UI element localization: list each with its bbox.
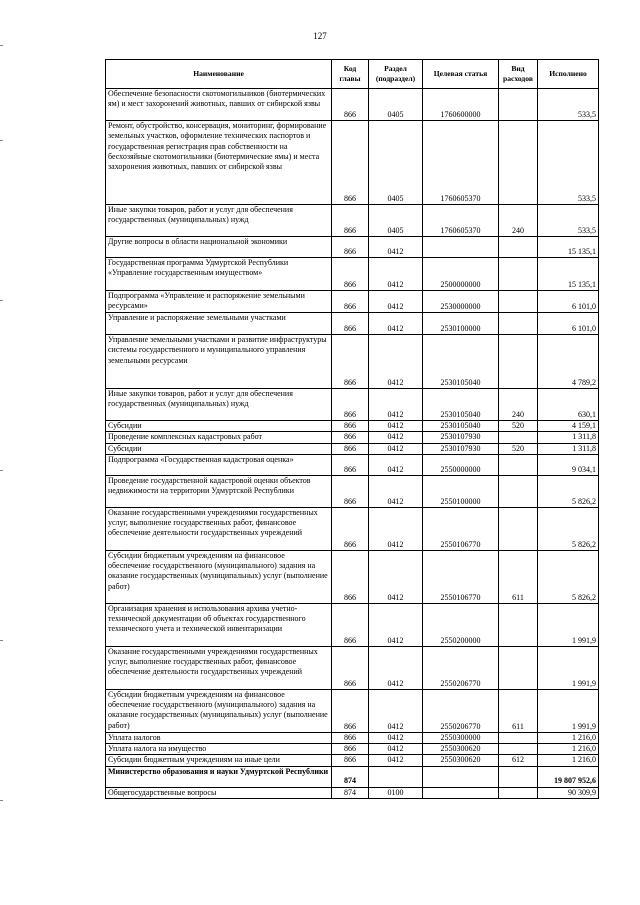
row-chapter-cell: 866 [332, 646, 369, 689]
row-section-cell: 0412 [369, 603, 423, 646]
row-executed-cell: 533,5 [538, 205, 599, 237]
row-name-cell: Уплата налога на имущество [106, 744, 332, 755]
row-section-cell: 0412 [369, 744, 423, 755]
row-target-article-cell: 1760600000 [423, 89, 499, 121]
table-row [106, 689, 599, 732]
row-expense-type-cell [499, 744, 538, 755]
row-expense-type-cell: 611 [499, 550, 538, 603]
row-name-cell: Субсидии [106, 443, 332, 454]
row-target-article-cell: 2550206770 [423, 689, 499, 732]
header-executed: Исполнено [538, 60, 599, 89]
table-row [106, 475, 599, 507]
row-executed-cell: 1 991,9 [538, 603, 599, 646]
row-target-article-cell [423, 787, 499, 798]
row-chapter-cell: 866 [332, 454, 369, 475]
header-expense-type: Вид расходов [499, 60, 538, 89]
table-row [106, 550, 599, 603]
row-chapter-cell: 866 [332, 432, 369, 443]
table-row [106, 121, 599, 205]
table-row [106, 744, 599, 755]
row-chapter-cell: 866 [332, 89, 369, 121]
row-section-cell: 0412 [369, 258, 423, 291]
row-name-cell: Субсидии бюджетным учреждениям на финансовое обеспечение государственного (муниципального) задания на оказание государственных (муниципальных) услуг (выполнение работ) [106, 689, 332, 732]
row-name-cell: Подпрограмма «Государственная кадастровая оценка» [106, 454, 332, 475]
row-chapter-cell: 866 [332, 443, 369, 454]
table-row [106, 205, 599, 237]
row-expense-type-cell [499, 291, 538, 313]
row-expense-type-cell [499, 507, 538, 550]
row-executed-cell: 6 101,0 [538, 313, 599, 335]
row-section-cell: 0412 [369, 646, 423, 689]
row-chapter-cell: 866 [332, 421, 369, 432]
row-section-cell: 0412 [369, 475, 423, 507]
row-name-cell: Подпрограмма «Управление и распоряжение земельными ресурсами» [106, 291, 332, 313]
row-chapter-cell: 866 [332, 121, 369, 205]
row-chapter-cell: 866 [332, 258, 369, 291]
row-name-cell: Обеспечение безопасности скотомогильников (биотермических ям) и мест захоронений животных, павших от сибирской язвы [106, 89, 332, 121]
row-expense-type-cell: 240 [499, 205, 538, 237]
row-expense-type-cell [499, 603, 538, 646]
table-row [106, 291, 599, 313]
budget-table-body [106, 89, 599, 799]
row-section-cell: 0412 [369, 335, 423, 389]
row-chapter-cell: 866 [332, 507, 369, 550]
table-row [106, 432, 599, 443]
row-expense-type-cell: 612 [499, 755, 538, 766]
row-name-cell: Оказание государственными учреждениями государственных услуг, выполнение государственных работ, финансовое обеспечение деятельности государственных учреждений [106, 507, 332, 550]
table-row [106, 603, 599, 646]
row-section-cell [369, 766, 423, 787]
row-section-cell: 0412 [369, 313, 423, 335]
row-executed-cell: 15 135,1 [538, 237, 599, 258]
row-chapter-cell: 866 [332, 205, 369, 237]
row-section-cell: 0412 [369, 421, 423, 432]
row-target-article-cell: 2550206770 [423, 646, 499, 689]
row-executed-cell: 1 991,9 [538, 646, 599, 689]
row-expense-type-cell: 520 [499, 421, 538, 432]
row-target-article-cell [423, 237, 499, 258]
row-chapter-cell: 874 [332, 766, 369, 787]
row-executed-cell: 5 826,2 [538, 550, 599, 603]
row-executed-cell: 6 101,0 [538, 291, 599, 313]
row-chapter-cell: 866 [332, 389, 369, 421]
row-section-cell: 0412 [369, 432, 423, 443]
row-chapter-cell: 866 [332, 475, 369, 507]
row-section-cell: 0412 [369, 443, 423, 454]
row-target-article-cell [423, 766, 499, 787]
row-target-article-cell: 2550300620 [423, 744, 499, 755]
row-section-cell: 0412 [369, 755, 423, 766]
row-target-article-cell: 2550000000 [423, 454, 499, 475]
row-target-article-cell: 2530105040 [423, 389, 499, 421]
row-chapter-cell: 866 [332, 550, 369, 603]
row-executed-cell: 5 826,2 [538, 507, 599, 550]
row-expense-type-cell [499, 475, 538, 507]
row-expense-type-cell: 611 [499, 689, 538, 732]
row-expense-type-cell [499, 787, 538, 798]
table-row [106, 766, 599, 787]
row-executed-cell: 1 216,0 [538, 732, 599, 743]
row-executed-cell: 15 135,1 [538, 258, 599, 291]
row-target-article-cell: 2550200000 [423, 603, 499, 646]
row-target-article-cell: 2530107930 [423, 443, 499, 454]
row-executed-cell: 4 159,1 [538, 421, 599, 432]
row-executed-cell: 1 216,0 [538, 755, 599, 766]
row-expense-type-cell [499, 313, 538, 335]
row-name-cell: Государственная программа Удмуртской Республики «Управление государственным имуществом» [106, 258, 332, 291]
row-name-cell: Иные закупки товаров, работ и услуг для обеспечения государственных (муниципальных) нужд [106, 205, 332, 237]
table-header-row [106, 60, 599, 89]
row-chapter-cell: 874 [332, 787, 369, 798]
row-chapter-cell: 866 [332, 603, 369, 646]
row-name-cell: Ремонт, обустройство, консервация, мониторинг, формирование земельных участков, оформление технических паспортов и государственная регистрация прав собственности на бесхозяйные скотомогильники (биотермические ямы) и места захоронения животных, павших от сибирской язвы [106, 121, 332, 205]
row-target-article-cell: 2530105040 [423, 335, 499, 389]
row-name-cell: Общегосударственные вопросы [106, 787, 332, 798]
row-expense-type-cell: 520 [499, 443, 538, 454]
row-section-cell: 0412 [369, 550, 423, 603]
row-executed-cell: 5 826,2 [538, 475, 599, 507]
row-section-cell: 0412 [369, 732, 423, 743]
row-expense-type-cell [499, 335, 538, 389]
row-expense-type-cell [499, 732, 538, 743]
row-name-cell: Субсидии бюджетным учреждениям на иные цели [106, 755, 332, 766]
row-name-cell: Управление земельными участками и развитие инфраструктуры системы государственного и муниципального управления земельными ресурсами [106, 335, 332, 389]
row-executed-cell: 4 789,2 [538, 335, 599, 389]
row-expense-type-cell: 240 [499, 389, 538, 421]
header-name: Наименование [106, 60, 332, 89]
row-chapter-cell: 866 [332, 291, 369, 313]
row-chapter-cell: 866 [332, 744, 369, 755]
row-expense-type-cell [499, 646, 538, 689]
row-target-article-cell: 2530105040 [423, 421, 499, 432]
row-name-cell: Оказание государственными учреждениями государственных услуг, выполнение государственных работ, финансовое обеспечение деятельности государственных учреждений [106, 646, 332, 689]
table-row [106, 443, 599, 454]
row-target-article-cell: 2530100000 [423, 313, 499, 335]
table-row [106, 732, 599, 743]
row-name-cell: Управление и распоряжение земельными участками [106, 313, 332, 335]
table-row [106, 258, 599, 291]
row-executed-cell: 1 216,0 [538, 744, 599, 755]
table-row [106, 389, 599, 421]
header-section: Раздел (подраздел) [369, 60, 423, 89]
row-executed-cell: 1 311,8 [538, 443, 599, 454]
row-target-article-cell: 2530000000 [423, 291, 499, 313]
row-target-article-cell: 1760605370 [423, 121, 499, 205]
budget-table [105, 59, 599, 799]
row-name-cell: Министерство образования и науки Удмуртской Республики [106, 766, 332, 787]
table-row [106, 313, 599, 335]
row-name-cell: Проведение комплексных кадастровых работ [106, 432, 332, 443]
row-executed-cell: 1 991,9 [538, 689, 599, 732]
row-expense-type-cell [499, 432, 538, 443]
row-target-article-cell: 2550300620 [423, 755, 499, 766]
row-target-article-cell: 2550100000 [423, 475, 499, 507]
table-row [106, 335, 599, 389]
row-section-cell: 0412 [369, 291, 423, 313]
row-chapter-cell: 866 [332, 755, 369, 766]
row-name-cell: Проведение государственной кадастровой оценки объектов недвижимости на территории Удмуртской Республики [106, 475, 332, 507]
row-executed-cell: 533,5 [538, 89, 599, 121]
row-target-article-cell: 2550106770 [423, 550, 499, 603]
row-executed-cell: 1 311,8 [538, 432, 599, 443]
row-chapter-cell: 866 [332, 313, 369, 335]
row-expense-type-cell [499, 89, 538, 121]
row-section-cell: 0412 [369, 237, 423, 258]
row-expense-type-cell [499, 454, 538, 475]
row-chapter-cell: 866 [332, 335, 369, 389]
scan-edge-marks [0, 0, 6, 905]
row-name-cell: Другие вопросы в области национальной экономики [106, 237, 332, 258]
row-expense-type-cell [499, 258, 538, 291]
row-section-cell: 0412 [369, 389, 423, 421]
page-number: 127 [313, 31, 327, 41]
row-executed-cell: 533,5 [538, 121, 599, 205]
table-row [106, 755, 599, 766]
row-name-cell: Уплата налогов [106, 732, 332, 743]
row-chapter-cell: 866 [332, 732, 369, 743]
table-row [106, 454, 599, 475]
row-chapter-cell: 866 [332, 237, 369, 258]
header-chapter-code: Код главы [332, 60, 369, 89]
table-row [106, 787, 599, 798]
row-target-article-cell: 2550106770 [423, 507, 499, 550]
row-name-cell: Субсидии [106, 421, 332, 432]
row-target-article-cell: 2530107930 [423, 432, 499, 443]
row-executed-cell: 630,1 [538, 389, 599, 421]
row-name-cell: Иные закупки товаров, работ и услуг для обеспечения государственных (муниципальных) нужд [106, 389, 332, 421]
row-chapter-cell: 866 [332, 689, 369, 732]
table-row [106, 646, 599, 689]
row-expense-type-cell [499, 766, 538, 787]
row-section-cell: 0412 [369, 454, 423, 475]
row-executed-cell: 90 309,9 [538, 787, 599, 798]
row-section-cell: 0412 [369, 507, 423, 550]
table-row [106, 237, 599, 258]
row-section-cell: 0100 [369, 787, 423, 798]
table-row [106, 89, 599, 121]
row-section-cell: 0405 [369, 121, 423, 205]
table-row [106, 507, 599, 550]
table-row [106, 421, 599, 432]
row-expense-type-cell [499, 237, 538, 258]
row-target-article-cell: 2500000000 [423, 258, 499, 291]
row-name-cell: Организация хранения и использования архива учетно-технической документации об объектах государственного технического учета и технической инвентаризации [106, 603, 332, 646]
row-executed-cell: 9 034,1 [538, 454, 599, 475]
header-target-article: Целевая статья [423, 60, 499, 89]
row-section-cell: 0412 [369, 689, 423, 732]
row-executed-cell: 19 807 952,6 [538, 766, 599, 787]
row-name-cell: Субсидии бюджетным учреждениям на финансовое обеспечение государственного (муниципального) задания на оказание государственных (муниципальных) услуг (выполнение работ) [106, 550, 332, 603]
row-section-cell: 0405 [369, 89, 423, 121]
row-section-cell: 0405 [369, 205, 423, 237]
row-expense-type-cell [499, 121, 538, 205]
row-target-article-cell: 1760605370 [423, 205, 499, 237]
row-target-article-cell: 2550300000 [423, 732, 499, 743]
